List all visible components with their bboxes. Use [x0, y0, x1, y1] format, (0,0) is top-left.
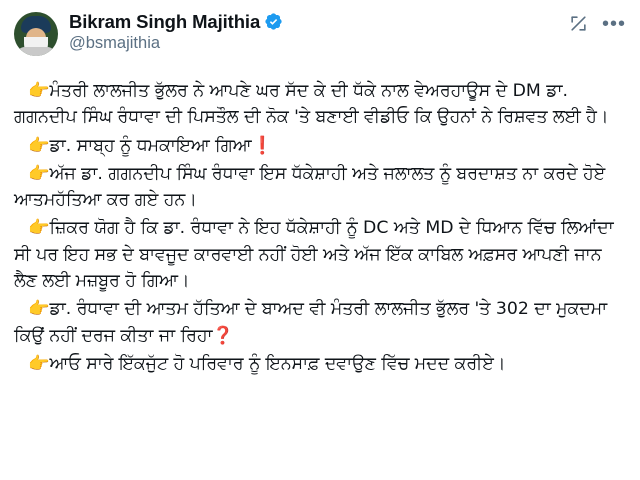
tweet-header — [14, 10, 626, 66]
pointing-hand-icon: 👉 — [28, 163, 50, 184]
tweet-body — [14, 78, 626, 377]
pointing-hand-icon: 👉 — [28, 218, 50, 239]
account-handle[interactable]: @bsmajithia — [69, 34, 161, 53]
question-mark-icon: ❓ — [212, 325, 234, 346]
analytics-icon[interactable] — [569, 14, 588, 33]
tweet-paragraph — [14, 351, 626, 377]
tweet-paragraph — [14, 296, 626, 349]
account-names — [69, 10, 569, 53]
paragraph-text: ਆਓ ਸਾਰੇ ਇੱਕਜੁੱਟ ਹੋ ਪਰਿਵਾਰ ਨੂੰ ਇਨਸਾਫ਼ ਦਵਾਉਣ ਵਿੱਚ ਮਦਦ ਕਰੀਏ। — [49, 353, 506, 374]
paragraph-text: ਜ਼ਿਕਰ ਯੋਗ ਹੈ ਕਿ ਡਾ. ਰੰਧਾਵਾ ਨੇ ਇਹ ਧੱਕੇਸ਼ਾਹੀ ਨੂੰ DC ਅਤੇ MD ਦੇ ਧਿਆਨ ਵਿੱਚ ਲਿਆਂਦਾ ਸੀ ਪਰ ਇਹ ਸਭ ਦੇ ਬਾਵਜੂਦ ਕਾਰਵਾਈ ਨਹੀਂ ਹੋਈ ਅਤੇ ਅੱਜ ਇੱਕ ਕਾਬਿਲ ਅਫ਼ਸਰ ਆਪਣੀ ਜਾਨ ਲੈਣ ਲਈ ਮਜ਼ਬੂਰ ਹੋ ਗਿਆ। — [14, 218, 614, 291]
paragraph-text: ਮੰਤਰੀ ਲਾਲਜੀਤ ਭੁੱਲਰ ਨੇ ਆਪਣੇ ਘਰ ਸੱਦ ਕੇ ਦੀ ਧੱਕੇ ਨਾਲ ਵੇਅਰਹਾਊਸ ਦੇ DM ਡਾ. ਗਗਨਦੀਪ ਸਿੰਘ ਰੰਧਾਵਾ ਦੀ ਪਿਸਤੌਲ ਦੀ ਨੋਕ 'ਤੇ ਬਣਾਈ ਵੀਡੀਓ ਕਿ ਉਹਨਾਂ ਨੇ ਰਿਸ਼ਵਤ ਲਈ ਹੈ। — [14, 81, 609, 128]
tweet-paragraph — [14, 78, 626, 131]
paragraph-text: ਅੱਜ ਡਾ. ਗਗਨਦੀਪ ਸਿੰਘ ਰੰਧਾਵਾ ਇਸ ਧੱਕੇਸ਼ਾਹੀ ਅਤੇ ਜਲਾਲਤ ਨੂੰ ਬਰਦਾਸ਼ਤ ਨਾ ਕਰਦੇ ਹੋਏ ਆਤਮਹੱਤਿਆ ਕਰ ਗਏ ਹਨ। — [14, 163, 606, 211]
paragraph-text: ਡਾ. ਸਾਬ੍ਹ ਨੂੰ ਧਮਕਾਇਆ ਗਿਆ — [49, 135, 252, 156]
pointing-hand-icon: 👉 — [28, 135, 50, 156]
verified-badge-icon — [264, 12, 283, 31]
tweet-paragraph — [14, 215, 626, 294]
paragraph-text: ਡਾ. ਰੰਧਾਵਾ ਦੀ ਆਤਮ ਹੱਤਿਆ ਦੇ ਬਾਅਦ ਵੀ ਮੰਤਰੀ ਲਾਲਜੀਤ ਭੁੱਲਰ 'ਤੇ 302 ਦਾ ਮੁਕਦਮਾ ਕਿਉਂ ਨਹੀਂ ਦਰਜ ਕੀਤਾ ਜਾ ਰਿਹਾ — [14, 299, 608, 346]
displayname-row — [69, 11, 569, 32]
account-display-name[interactable]: Bikram Singh Majithia — [69, 11, 261, 32]
exclamation-mark-icon: ❗ — [251, 135, 273, 156]
avatar[interactable] — [14, 12, 58, 56]
header-actions — [569, 10, 626, 33]
tweet-paragraph — [14, 161, 626, 214]
pointing-hand-icon: 👉 — [28, 353, 50, 374]
avatar-shirt — [16, 47, 56, 56]
pointing-hand-icon: 👉 — [28, 299, 50, 320]
more-options-icon[interactable]: ••• — [601, 12, 626, 35]
tweet-paragraph — [14, 133, 626, 159]
pointing-hand-icon: 👉 — [28, 81, 50, 101]
